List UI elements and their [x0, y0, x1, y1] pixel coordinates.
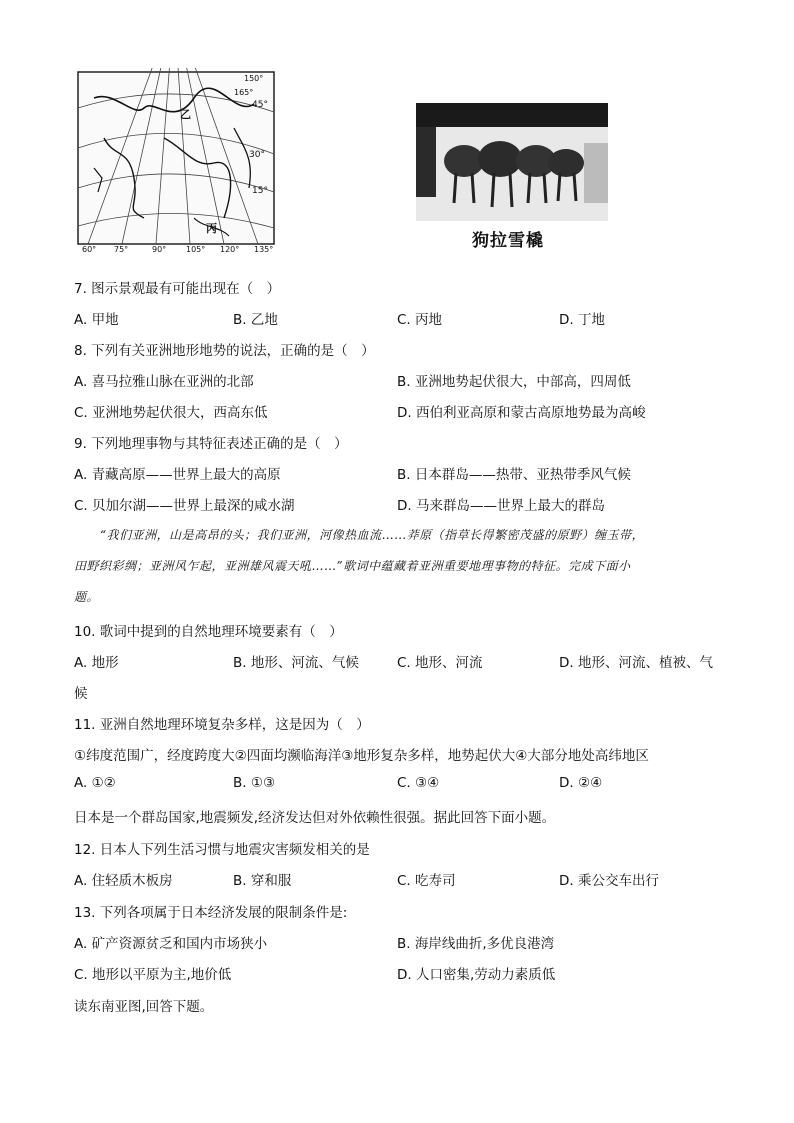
lon-label: 60° [82, 245, 97, 254]
lat-label: 15° [252, 186, 268, 196]
question-8-stem: 8. 下列有关亚洲地形地势的说法，正确的是（ ） [74, 343, 375, 359]
lon-label: 120° [220, 245, 240, 254]
passage-line-2: 田野织彩绸；亚洲风乍起，亚洲雄风震天吼……”歌词中蕴藏着亚洲重要地理事物的特征。完成下面小 [74, 559, 631, 573]
question-9-stem: 9. 下列地理事物与其特征表述正确的是（ ） [74, 436, 348, 452]
q12-option-d[interactable]: D. 乘公交车出行 [559, 873, 659, 889]
asia-map-figure [74, 68, 286, 255]
q7-option-a[interactable]: A. 甲地 [74, 312, 119, 328]
lon-label-top: 165° [234, 88, 254, 97]
lon-label-top: 150° [244, 74, 264, 83]
question-10-stem: 10. 歌词中提到的自然地理环境要素有（ ） [74, 624, 343, 640]
q11-option-b[interactable]: B. ①③ [233, 775, 276, 791]
q10-option-b[interactable]: B. 地形、河流、气候 [233, 655, 359, 671]
q7-option-d[interactable]: D. 丁地 [559, 312, 605, 328]
q13-option-d[interactable]: D. 人口密集,劳动力素质低 [397, 967, 556, 983]
region-label-bing: 丙 [206, 222, 217, 235]
lon-label: 105° [186, 245, 206, 254]
japan-intro: 日本是一个群岛国家,地震频发,经济发达但对外依赖性很强。据此回答下面小题。 [74, 810, 556, 826]
q12-option-b[interactable]: B. 穿和服 [233, 873, 292, 889]
q13-option-a[interactable]: A. 矿产资源贫乏和国内市场狭小 [74, 936, 268, 952]
q10-option-d[interactable]: D. 地形、河流、植被、气 [559, 655, 713, 671]
q10-option-c[interactable]: C. 地形、河流 [397, 655, 483, 671]
region-label-yi: 乙 [180, 108, 191, 121]
lat-label: 30° [249, 150, 265, 160]
photo-caption: 狗拉雪橇 [472, 231, 544, 251]
q12-option-a[interactable]: A. 住轻质木板房 [74, 873, 173, 889]
q11-option-c[interactable]: C. ③④ [397, 775, 440, 791]
passage-line-3: 题。 [74, 590, 100, 604]
southeast-asia-intro: 读东南亚图,回答下题。 [74, 999, 214, 1015]
q11-option-a[interactable]: A. ①② [74, 775, 116, 791]
q9-option-b[interactable]: B. 日本群岛——热带、亚热带季风气候 [397, 467, 631, 483]
lon-label: 90° [152, 245, 167, 254]
question-11-detail: ①纬度范围广，经度跨度大②四面均濒临海洋③地形复杂多样，地势起伏大④大部分地处高纬地区 [74, 748, 649, 764]
question-12-stem: 12. 日本人下列生活习惯与地震灾害频发相关的是 [74, 842, 370, 858]
q8-option-a[interactable]: A. 喜马拉雅山脉在亚洲的北部 [74, 374, 254, 390]
q11-option-d[interactable]: D. ②④ [559, 775, 603, 791]
q7-option-b[interactable]: B. 乙地 [233, 312, 278, 328]
q9-option-c[interactable]: C. 贝加尔湖——世界上最深的咸水湖 [74, 498, 295, 514]
question-11-stem: 11. 亚洲自然地理环境复杂多样，这是因为（ ） [74, 717, 370, 733]
passage-line-1: “我们亚洲，山是高昂的头；我们亚洲，河像热血流……莽原（指草长得繁密茂盛的原野）缠玉带， [100, 528, 645, 542]
dog-sled-image [416, 103, 608, 221]
lon-label: 135° [254, 245, 274, 254]
q12-option-c[interactable]: C. 吃寿司 [397, 873, 456, 889]
q10-option-a[interactable]: A. 地形 [74, 655, 119, 671]
q13-option-c[interactable]: C. 地形以平原为主,地价低 [74, 967, 232, 983]
map-graticule [74, 68, 286, 255]
lon-label: 75° [114, 245, 129, 254]
q9-option-a[interactable]: A. 青藏高原——世界上最大的高原 [74, 467, 281, 483]
q7-option-c[interactable]: C. 丙地 [397, 312, 443, 328]
q8-option-b[interactable]: B. 亚洲地势起伏很大，中部高，四周低 [397, 374, 631, 390]
question-7-stem: 7. 图示景观最有可能出现在（ ） [74, 281, 281, 297]
question-13-stem: 13. 下列各项属于日本经济发展的限制条件是: [74, 905, 348, 921]
q13-option-b[interactable]: B. 海岸线曲折,多优良港湾 [397, 936, 555, 952]
q8-option-c[interactable]: C. 亚洲地势起伏很大，西高东低 [74, 405, 268, 421]
q8-option-d[interactable]: D. 西伯利亚高原和蒙古高原地势最为高峻 [397, 405, 646, 421]
lat-label: 45° [252, 100, 268, 110]
q9-option-d[interactable]: D. 马来群岛——世界上最大的群岛 [397, 498, 605, 514]
q10-option-d-wrap: 候 [74, 686, 88, 702]
dog-sled-photo [416, 103, 608, 221]
